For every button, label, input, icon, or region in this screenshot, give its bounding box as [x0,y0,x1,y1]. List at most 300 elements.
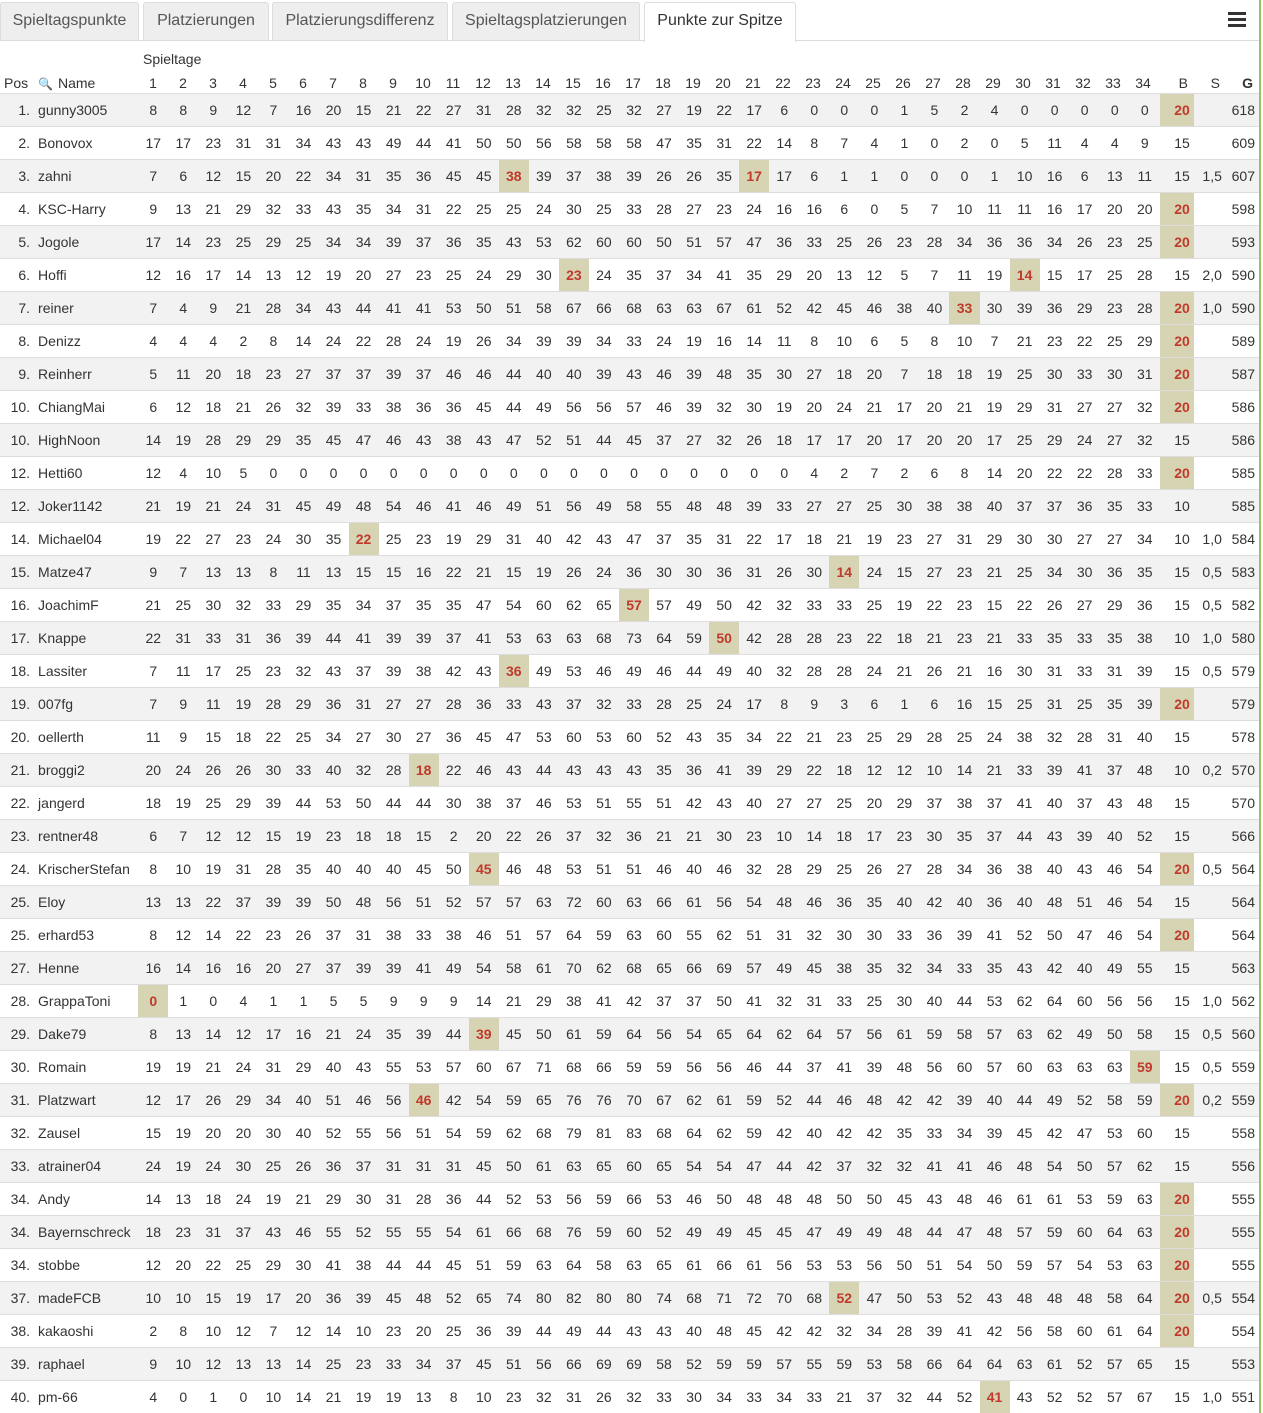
table-row[interactable] [0,556,1259,589]
matchday-value: 4 [228,985,258,1018]
matchday-value: 13 [228,1348,258,1381]
matchday-value: 57 [1010,1216,1040,1249]
matchday-value: 31 [168,622,198,655]
matchday-value: 15 [980,688,1010,721]
column-header-matchday: 13 [505,75,521,91]
table-row[interactable] [0,985,1259,1018]
column-header-matchday: 2 [179,75,187,91]
matchday-value: 46 [679,1183,709,1216]
player-name[interactable]: Eloy [34,886,138,919]
matchday-value: 61 [529,1150,559,1183]
matchday-value: 6 [859,688,889,721]
matchday-value: 4 [138,325,168,358]
matchday-value: 43 [709,787,739,820]
matchday-value: 16 [980,655,1010,688]
matchday-value: 51 [318,1084,348,1117]
player-name[interactable]: Bayernschreck [34,1216,138,1249]
s-value: 0,5 [1194,1051,1226,1084]
matchday-value: 33 [1130,457,1160,490]
player-name[interactable]: atrainer04 [34,1150,138,1183]
matchday-value: 49 [379,127,409,160]
matchday-value: 27 [379,259,409,292]
table-row[interactable] [0,1282,1259,1315]
matchday-value: 14 [829,556,859,589]
matchday-value: 34 [949,1117,979,1150]
matchday-value: 15 [980,589,1010,622]
search-icon[interactable]: 🔍 [38,77,53,91]
matchday-value: 56 [769,1249,799,1282]
matchday-value: 62 [589,952,619,985]
matchday-value: 0 [529,457,559,490]
matchday-value: 40 [919,985,949,1018]
matchday-value: 29 [288,589,318,622]
matchday-value: 32 [769,655,799,688]
matchday-value: 12 [859,754,889,787]
table-row[interactable] [0,919,1259,952]
matchday-value: 17 [258,1282,288,1315]
matchday-value: 10 [258,1381,288,1413]
matchday-value: 39 [349,1282,379,1315]
matchday-value: 15 [889,556,919,589]
matchday-value: 64 [679,1117,709,1150]
matchday-value: 53 [409,1051,439,1084]
table-row[interactable] [0,787,1259,820]
matchday-value: 32 [258,193,288,226]
table-row[interactable] [0,259,1259,292]
row-position: 39. [0,1348,34,1381]
matchday-value: 32 [1130,424,1160,457]
row-position: 18. [0,655,34,688]
player-name[interactable]: Bonovox [34,127,138,160]
matchday-value: 21 [980,556,1010,589]
matchday-value: 29 [258,1249,288,1282]
player-name[interactable]: stobbe [34,1249,138,1282]
matchday-value: 48 [1040,886,1070,919]
player-name[interactable]: GrappaToni [34,985,138,1018]
matchday-value: 44 [919,1381,949,1413]
total-value: 585 [1226,490,1259,523]
table-row[interactable] [0,1216,1259,1249]
column-header-matchday: 20 [715,75,731,91]
player-name[interactable]: Matze47 [34,556,138,589]
matchday-value: 22 [258,721,288,754]
matchday-value: 63 [529,886,559,919]
matchday-value: 20 [919,424,949,457]
matchday-value: 40 [949,886,979,919]
matchday-value: 43 [619,754,649,787]
matchday-value: 44 [288,787,318,820]
matchday-value: 61 [739,1249,769,1282]
matchday-value: 50 [709,985,739,1018]
matchday-value: 44 [589,1315,619,1348]
matchday-value: 37 [439,1348,469,1381]
row-position: 12. [0,490,34,523]
matchday-value: 15 [349,556,379,589]
matchday-value: 30 [228,1150,258,1183]
matchday-value: 25 [1010,358,1040,391]
player-name[interactable]: gunny3005 [34,94,138,127]
matchday-value: 59 [739,1348,769,1381]
total-value: 563 [1226,952,1259,985]
table-row[interactable] [0,1381,1259,1413]
matchday-value: 36 [318,688,348,721]
table-row[interactable] [0,688,1259,721]
column-header-matchday: 16 [595,75,611,91]
tab-platzierungen[interactable]: Platzierungen [143,2,269,40]
matchday-value: 15 [1040,259,1070,292]
table-row[interactable] [0,1315,1259,1348]
tab-spieltagsplatzierungen[interactable]: Spieltagsplatzierungen [452,2,640,40]
player-name[interactable]: Jogole [34,226,138,259]
matchday-value: 56 [559,1183,589,1216]
player-name[interactable]: Michael04 [34,523,138,556]
matchday-value: 2 [439,820,469,853]
matchday-value: 26 [228,754,258,787]
matchday-value: 36 [1100,556,1130,589]
matchday-value: 34 [709,1381,739,1413]
matchday-value: 36 [679,754,709,787]
matchday-value: 62 [559,589,589,622]
matchday-value: 35 [739,259,769,292]
row-position: 32. [0,1117,34,1150]
player-name[interactable]: JoachimF [34,589,138,622]
table-row[interactable] [0,226,1259,259]
player-name[interactable]: KrischerStefan [34,853,138,886]
matchday-value: 14 [288,325,318,358]
column-header-s: S [1210,75,1220,91]
matchday-value: 44 [409,127,439,160]
matchday-value: 28 [829,655,859,688]
matchday-value: 12 [138,1084,168,1117]
column-header-matchday: 17 [625,75,641,91]
row-position: 29. [0,1018,34,1051]
matchday-value: 80 [589,1282,619,1315]
table-row[interactable] [0,1018,1259,1051]
matchday-value: 53 [829,1249,859,1282]
matchday-value: 6 [1070,160,1100,193]
bonus-value: 20 [1160,853,1194,886]
player-name[interactable]: Hetti60 [34,457,138,490]
matchday-value: 19 [439,325,469,358]
player-name[interactable]: broggi2 [34,754,138,787]
matchday-value: 23 [889,226,919,259]
s-value: 0,5 [1194,589,1226,622]
table-row[interactable] [0,1117,1259,1150]
matchday-value: 47 [649,127,679,160]
row-position: 15. [0,556,34,589]
table-row[interactable] [0,424,1259,457]
row-position: 38. [0,1315,34,1348]
matchday-value: 35 [709,721,739,754]
matchday-value: 26 [859,853,889,886]
player-name[interactable]: Andy [34,1183,138,1216]
matchday-value: 52 [1070,1084,1100,1117]
matchday-value: 10 [949,193,979,226]
matchday-value: 32 [709,391,739,424]
matchday-value: 29 [228,787,258,820]
table-row[interactable] [0,886,1259,919]
matchday-value: 45 [469,1150,499,1183]
matchday-value: 0 [258,457,288,490]
bonus-value: 10 [1160,622,1194,655]
matchday-value: 34 [1130,523,1160,556]
player-name[interactable]: Platzwart [34,1084,138,1117]
matchday-value: 69 [709,952,739,985]
matchday-value: 1 [980,160,1010,193]
matchday-value: 60 [1070,1216,1100,1249]
player-name[interactable]: jangerd [34,787,138,820]
matchday-value: 16 [288,94,318,127]
matchday-value: 60 [1070,985,1100,1018]
matchday-value: 48 [709,358,739,391]
s-value: 1,0 [1194,292,1226,325]
matchday-value: 46 [529,787,559,820]
matchday-value: 40 [739,787,769,820]
matchday-value: 64 [1130,1282,1160,1315]
table-row[interactable] [0,358,1259,391]
matchday-value: 31 [379,1183,409,1216]
matchday-value: 7 [168,556,198,589]
table-row[interactable] [0,160,1259,193]
matchday-value: 10 [138,1282,168,1315]
matchday-value: 23 [829,622,859,655]
matchday-value: 40 [889,886,919,919]
matchday-value: 57 [739,952,769,985]
s-value: 0,5 [1194,655,1226,688]
player-name[interactable]: Knappe [34,622,138,655]
matchday-value: 22 [439,556,469,589]
table-row[interactable] [0,589,1259,622]
matchday-value: 9 [799,688,829,721]
s-value [1194,490,1226,523]
table-row[interactable] [0,721,1259,754]
matchday-value: 28 [769,853,799,886]
column-header-matchday: 27 [925,75,941,91]
matchday-value: 30 [709,820,739,853]
matchday-value: 41 [379,292,409,325]
matchday-value: 52 [1010,919,1040,952]
matchday-value: 44 [529,1315,559,1348]
matchday-value: 7 [889,358,919,391]
player-name[interactable]: zahni [34,160,138,193]
matchday-value: 40 [349,853,379,886]
matchday-value: 25 [288,721,318,754]
table-row[interactable] [0,94,1259,127]
matchday-value: 50 [1100,1018,1130,1051]
matchday-value: 9 [439,985,469,1018]
matchday-value: 32 [859,1150,889,1183]
matchday-value: 69 [619,1348,649,1381]
column-header-matchday: 5 [269,75,277,91]
matchday-value: 11 [1010,193,1040,226]
player-name[interactable]: ChiangMai [34,391,138,424]
matchday-value: 20 [949,424,979,457]
matchday-value: 29 [258,424,288,457]
matchday-value: 43 [619,358,649,391]
matchday-value: 46 [799,886,829,919]
matchday-value: 9 [1130,127,1160,160]
matchday-value: 25 [859,589,889,622]
matchday-value: 38 [589,160,619,193]
matchday-value: 9 [138,556,168,589]
table-row[interactable] [0,853,1259,886]
matchday-value: 53 [1100,1117,1130,1150]
matchday-value: 19 [168,1117,198,1150]
matchday-value: 54 [1130,886,1160,919]
matchday-value: 22 [288,160,318,193]
matchday-value: 34 [499,325,529,358]
matchday-value: 44 [409,1249,439,1282]
column-header-name[interactable] [38,74,95,92]
table-row[interactable] [0,325,1259,358]
matchday-value: 20 [288,1282,318,1315]
matchday-value: 34 [679,259,709,292]
matchday-value: 31 [1130,358,1160,391]
table-row[interactable] [0,490,1259,523]
table-row[interactable] [0,1150,1259,1183]
tab-spieltagspunkte[interactable]: Spieltagspunkte [0,2,139,40]
column-header-matchday: 21 [745,75,761,91]
table-row[interactable] [0,1249,1259,1282]
matchday-value: 15 [138,1117,168,1150]
table-row[interactable] [0,193,1259,226]
row-position: 4. [0,193,34,226]
s-value: 0,5 [1194,556,1226,589]
table-row[interactable] [0,1348,1259,1381]
table-row[interactable] [0,820,1259,853]
table-row[interactable] [0,457,1259,490]
table-row[interactable] [0,1084,1259,1117]
player-name[interactable]: madeFCB [34,1282,138,1315]
matchday-value: 42 [980,1315,1010,1348]
matchday-value: 68 [619,952,649,985]
player-name[interactable]: rentner48 [34,820,138,853]
matchday-value: 58 [949,1018,979,1051]
player-name[interactable]: erhard53 [34,919,138,952]
player-name[interactable]: Joker1142 [34,490,138,523]
table-row[interactable] [0,1051,1259,1084]
matchday-value: 29 [499,259,529,292]
player-name[interactable]: Hoffi [34,259,138,292]
matchday-value: 45 [739,1216,769,1249]
matchday-value: 11 [288,556,318,589]
matchday-value: 9 [198,292,228,325]
matchday-value: 0 [469,457,499,490]
matchday-value: 46 [859,292,889,325]
matchday-value: 61 [1040,1348,1070,1381]
matchday-value: 25 [1070,688,1100,721]
matchday-value: 21 [198,1051,228,1084]
player-name[interactable]: Romain [34,1051,138,1084]
matchday-value: 1 [859,160,889,193]
matchday-value: 7 [138,160,168,193]
player-name[interactable]: KSC-Harry [34,193,138,226]
matchday-value: 24 [980,721,1010,754]
table-row[interactable] [0,622,1259,655]
matchday-value: 31 [409,193,439,226]
matchday-value: 26 [859,226,889,259]
matchday-value: 45 [288,490,318,523]
row-position: 10. [0,424,34,457]
total-value: 590 [1226,259,1259,292]
matchday-value: 51 [679,226,709,259]
matchday-value: 21 [919,622,949,655]
matchday-value: 13 [228,556,258,589]
matchday-value: 10 [769,820,799,853]
table-row[interactable] [0,292,1259,325]
table-row[interactable] [0,655,1259,688]
player-name[interactable]: Henne [34,952,138,985]
matchday-value: 48 [709,1315,739,1348]
matchday-value: 59 [589,1183,619,1216]
player-name[interactable]: kakaoshi [34,1315,138,1348]
hamburger-menu-icon[interactable] [1228,12,1246,28]
matchday-value: 59 [589,1018,619,1051]
matchday-value: 54 [379,490,409,523]
matchday-value: 19 [379,1381,409,1413]
matchday-value: 23 [709,193,739,226]
player-name[interactable]: reiner [34,292,138,325]
table-row[interactable] [0,391,1259,424]
matchday-value: 23 [258,358,288,391]
matchday-value: 44 [379,1249,409,1282]
matchday-value: 40 [1040,853,1070,886]
matchday-value: 26 [469,325,499,358]
matchday-value: 28 [919,226,949,259]
matchday-value: 32 [619,94,649,127]
matchday-value: 37 [349,1150,379,1183]
player-name[interactable]: oellerth [34,721,138,754]
matchday-value: 30 [889,985,919,1018]
total-value: 584 [1226,523,1259,556]
matchday-value: 27 [1070,589,1100,622]
table-row[interactable] [0,523,1259,556]
matchday-value: 61 [469,1216,499,1249]
table-row[interactable] [0,1183,1259,1216]
table-row[interactable] [0,952,1259,985]
player-name[interactable]: Zausel [34,1117,138,1150]
matchday-value: 61 [679,1249,709,1282]
column-header-matchday: 29 [985,75,1001,91]
matchday-value: 33 [739,1381,769,1413]
player-name[interactable]: Reinherr [34,358,138,391]
player-name[interactable]: 007fg [34,688,138,721]
player-name[interactable]: raphael [34,1348,138,1381]
player-name[interactable]: Dake79 [34,1018,138,1051]
tab-platzierungsdifferenz[interactable]: Platzierungsdifferenz [272,2,448,40]
matchday-value: 7 [258,1315,288,1348]
tab-punkte-zur-spitze[interactable]: Punkte zur Spitze [644,2,796,42]
matchday-value: 53 [559,655,589,688]
matchday-value: 40 [529,358,559,391]
matchday-value: 27 [1070,391,1100,424]
player-name[interactable]: Denizz [34,325,138,358]
total-value: 556 [1226,1150,1259,1183]
matchday-value: 19 [889,589,919,622]
table-row[interactable] [0,754,1259,787]
table-row[interactable] [0,127,1259,160]
matchday-value: 0 [679,457,709,490]
matchday-value: 23 [559,259,589,292]
matchday-value: 58 [1040,1315,1070,1348]
player-name[interactable]: Lassiter [34,655,138,688]
matchday-value: 31 [409,1150,439,1183]
matchday-value: 20 [168,1249,198,1282]
player-name[interactable]: pm-66 [34,1381,138,1413]
matchday-value: 22 [1010,589,1040,622]
matchday-value: 22 [349,325,379,358]
player-name[interactable]: HighNoon [34,424,138,457]
